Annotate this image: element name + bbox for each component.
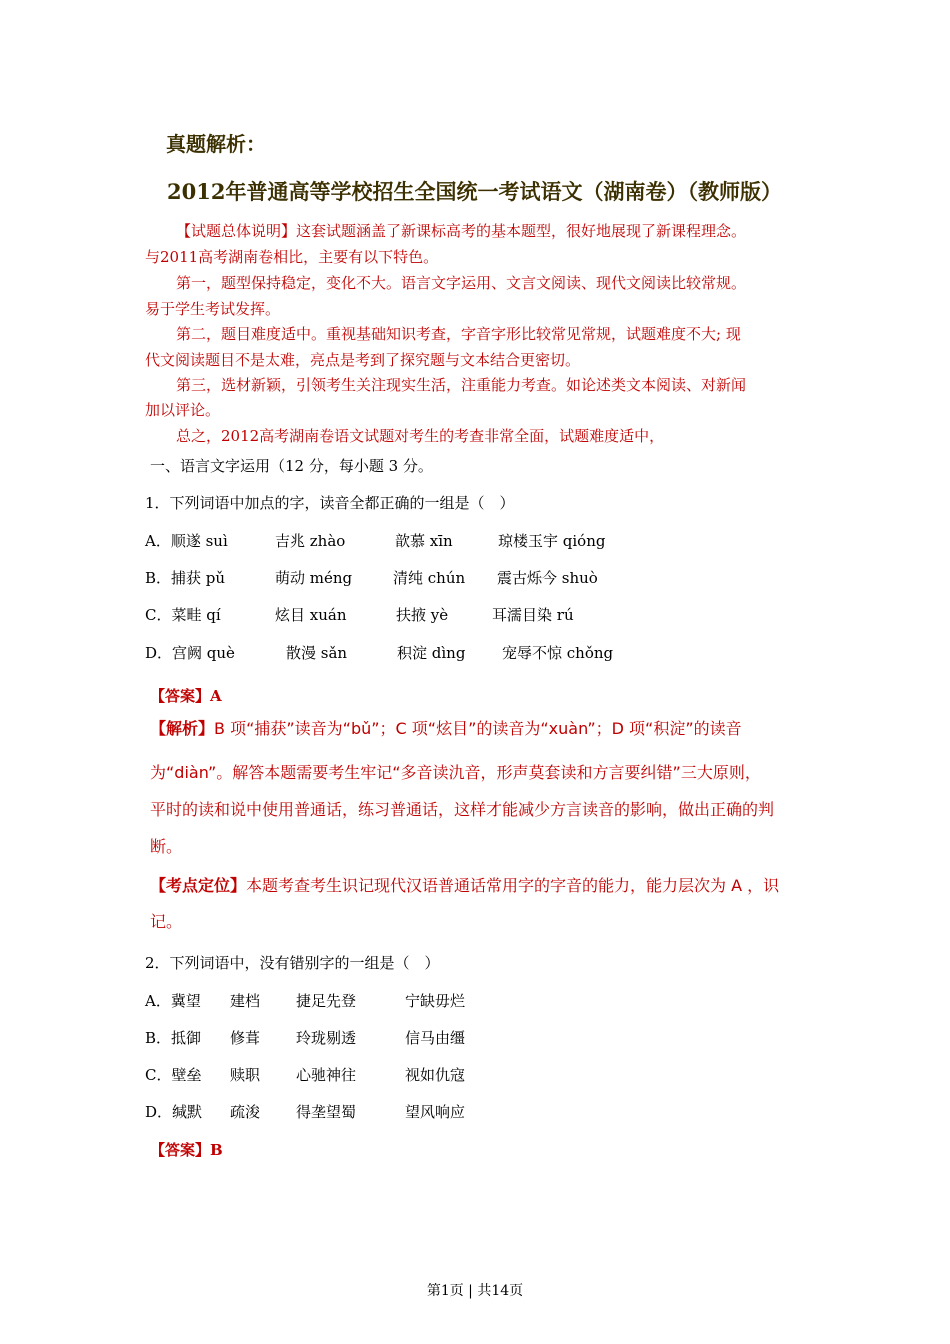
intro-paragraph-4b: 加以评论。 (145, 401, 221, 419)
q2-option-c-3: 心驰神往 (296, 1066, 357, 1084)
q2-option-a-1: A．冀望 (145, 992, 201, 1010)
document-title: 2012年普通高等学校招生全国统一考试语文（湖南卷）（教师版） (167, 179, 782, 204)
q2-option-c-2: 赎职 (230, 1066, 261, 1084)
q1-option-c-4: 耳濡目染 rú (492, 606, 574, 624)
q1-option-d-3: 积淀 dìng (397, 644, 466, 662)
intro-paragraph-1a: 【试题总体说明】这套试题涵盖了新课标高考的基本题型，很好地展现了新课程理念。 (176, 222, 747, 240)
q2-option-b-2: 修葺 (230, 1029, 261, 1047)
q2-option-d-1: D．缄默 (145, 1103, 203, 1121)
q2-option-c-1: C．壁垒 (145, 1066, 202, 1084)
q1-option-b-3: 清纯 chún (393, 569, 466, 587)
answer-label: 【答案】 (150, 1141, 211, 1159)
question-2-stem: 2．下列词语中，没有错别字的一组是（ ） (145, 954, 440, 972)
q1-option-d-4: 宠辱不惊 chǒng (502, 644, 614, 662)
q1-answer (150, 685, 222, 706)
q1-option-c-2: 炫目 xuán (275, 606, 347, 624)
answer-value: A (210, 687, 222, 705)
section-heading: 真题解析： (166, 132, 266, 156)
intro-paragraph-5: 总之，2012高考湖南卷语文试题对考生的考查非常全面，试题难度适中， (176, 427, 665, 445)
intro-paragraph-2b: 易于学生考试发挥。 (145, 300, 281, 318)
q1-option-a-3: 歆慕 xīn (395, 532, 453, 550)
q2-option-b-3: 玲珑剔透 (296, 1029, 357, 1047)
answer-label: 【答案】 (150, 687, 211, 705)
q2-option-d-4: 望风响应 (405, 1103, 466, 1121)
page-footer: 第1页 | 共14页 (426, 1283, 524, 1299)
q1-option-b-4: 震古烁今 shuò (497, 569, 598, 587)
q1-option-a-4: 琼楼玉宇 qióng (498, 532, 606, 550)
q1-analysis-line-3: 平时的读和说中使用普通话，练习普通话，这样才能减少方言读音的影响，做出正确的判 (150, 800, 775, 819)
q1-option-a-1: A．顺遂 suì (145, 532, 228, 550)
q2-answer (150, 1139, 223, 1160)
question-1-stem: 1．下列词语中加点的字，读音全都正确的一组是（ ） (145, 494, 515, 512)
q1-option-b-1: B．捕获 pǔ (145, 569, 226, 587)
q1-option-d-1: D．宫阙 què (145, 644, 235, 662)
section-1-heading: 一、语言文字运用（12 分，每小题 3 分。 (150, 457, 433, 475)
q2-option-a-3: 捷足先登 (296, 992, 357, 1010)
q2-option-d-3: 得垄望蜀 (296, 1103, 357, 1121)
q1-point-line-2: 记。 (150, 912, 183, 931)
q1-analysis-line-1 (150, 716, 742, 739)
intro-paragraph-2a: 第一，题型保持稳定，变化不大。语言文字运用、文言文阅读、现代文阅读比较常规。 (176, 274, 747, 292)
analysis-label: 【解析】 (150, 719, 215, 738)
q1-option-b-2: 萌动 méng (275, 569, 353, 587)
analysis-text: B 项“捕获”读音为“bǔ”；C 项“炫目”的读音为“xuàn”；D 项“积淀”的读音 (214, 719, 742, 738)
q2-option-d-2: 疏浚 (230, 1103, 261, 1121)
q1-analysis-line-4: 断。 (150, 837, 183, 856)
intro-paragraph-1b: 与2011高考湖南卷相比，主要有以下特色。 (145, 248, 439, 266)
intro-paragraph-3a: 第二，题目难度适中。重视基础知识考查，字音字形比较常见常规，试题难度不大; 现 (176, 325, 741, 343)
answer-value: B (210, 1141, 223, 1159)
point-label: 【考点定位】 (150, 876, 247, 895)
intro-paragraph-3b: 代文阅读题目不是太难，亮点是考到了探究题与文本结合更密切。 (145, 351, 581, 369)
q2-option-b-4: 信马由缰 (405, 1029, 466, 1047)
q1-option-c-3: 扶掖 yè (396, 606, 449, 624)
q1-point-line-1 (150, 873, 779, 896)
q2-option-b-1: B．抵御 (145, 1029, 202, 1047)
q1-option-c-1: C．菜畦 qí (145, 606, 221, 624)
q2-option-c-4: 视如仇寇 (405, 1066, 466, 1084)
point-text: 本题考查考生识记现代汉语普通话常用字的字音的能力，能力层次为 A ，识 (246, 876, 780, 895)
q2-option-a-4: 宁缺毋烂 (405, 992, 466, 1010)
q1-option-a-2: 吉兆 zhào (275, 532, 346, 550)
q2-option-a-2: 建档 (230, 992, 261, 1010)
q1-option-d-2: 散漫 sǎn (286, 644, 348, 662)
q1-analysis-line-2: 为“diàn”。解答本题需要考生牢记“多音读氿音，形声莫套读和方言要纠错”三大原则， (150, 763, 761, 782)
intro-paragraph-4a: 第三，选材新颖，引领考生关注现实生活，注重能力考查。如论述类文本阅读、对新闻 (176, 376, 747, 394)
